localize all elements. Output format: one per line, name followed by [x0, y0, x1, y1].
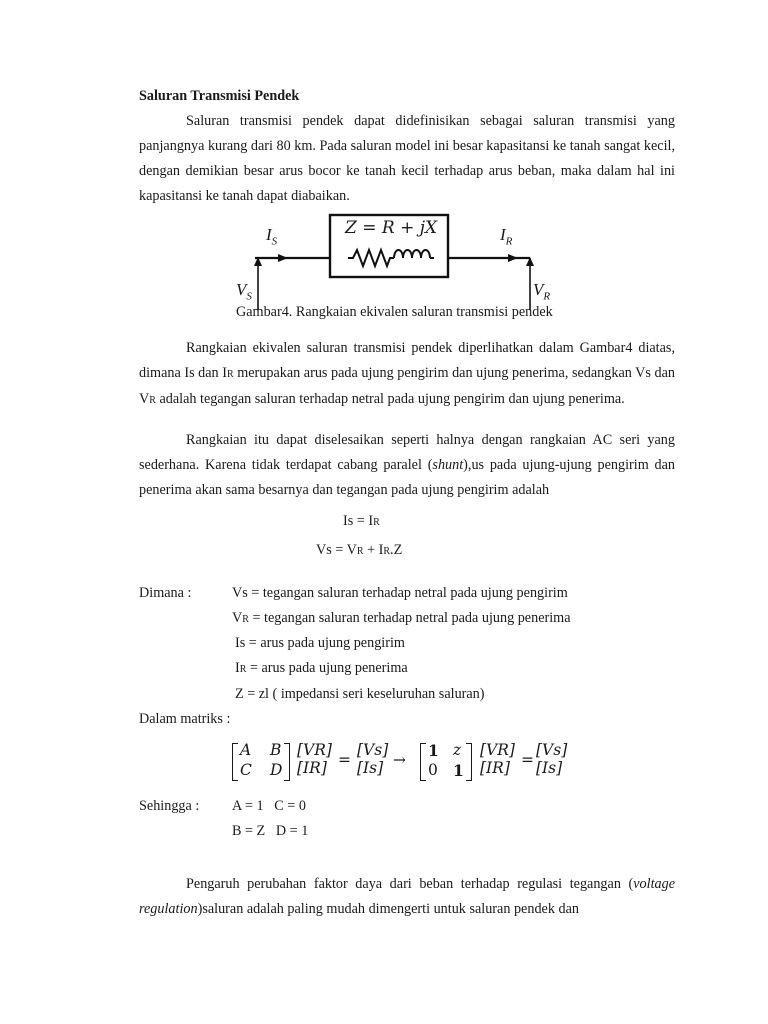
arrow-icon: →: [393, 751, 406, 769]
equals-sign: =: [338, 751, 351, 769]
line-matrix: 1 z 0 1: [420, 741, 472, 783]
result-label: Sehingga :: [139, 798, 200, 814]
definitions-label: Dimana :: [139, 585, 192, 601]
definition-z: Z = zl ( impedansi seri keseluruhan saluran): [235, 686, 485, 702]
vs-label: $V_S$: [236, 280, 252, 303]
vr-label: $V_R$: [533, 280, 551, 303]
paragraph-ac-series: Rangkaian itu dapat diselesaikan seperti halnya dengan rangkaian AC seri yang sederhana. Karena tidak terdapat cabang paralel (shunt),us pada ujung-ujung pengirim dan penerima akan sama besarnya dan tegangan pada ujung pengirim adalah: [139, 432, 676, 498]
is-label: $I_S$: [266, 225, 278, 248]
abcd-matrix: A B C D: [232, 741, 290, 783]
paragraph-definition: Saluran transmisi pendek dapat didefinisikan sebagai saluran transmisi yang panjangnya kurang dari 80 km. Pada saluran model ini besar kapasitansi ke tanah sangat kecil, dengan demikian besar arus bocor ke tanah kecil terhadap arus beban, maka dalam hal ini kapasitansi ke tanah dapat diabaikan.: [139, 113, 675, 204]
equation-current: Is = IR: [343, 513, 380, 529]
sending-vector-2: [Vs] [Is]: [536, 741, 568, 777]
ir-label: $I_R$: [500, 225, 513, 248]
equation-voltage: Vs = VR + IR.Z: [316, 542, 403, 558]
circuit-figure: [230, 210, 570, 310]
section-title: Saluran Transmisi Pendek: [139, 88, 300, 104]
sending-vector: [Vs] [Is]: [357, 741, 389, 777]
is-current-arrow: [278, 254, 288, 262]
definition-ir: IR = arus pada ujung penerima: [235, 660, 408, 676]
ir-current-arrow: [508, 254, 518, 262]
definition-is: Is = arus pada ujung pengirim: [235, 635, 405, 651]
figure-caption: Gambar4. Rangkaian ekivalen saluran transmisi pendek: [236, 304, 553, 320]
result-line-1: A = 1 C = 0: [232, 798, 306, 814]
equals-sign-2: =: [521, 751, 534, 769]
matrix-label: Dalam matriks :: [139, 711, 231, 727]
result-line-2: B = Z D = 1: [232, 823, 309, 839]
definition-vr: VR = tegangan saluran terhadap netral pada ujung penerima: [232, 610, 571, 626]
impedance-label: Z = R + jX: [345, 218, 438, 238]
definition-vs: Vs = tegangan saluran terhadap netral pada ujung pengirim: [232, 585, 568, 601]
paragraph-voltage-regulation: Pengaruh perubahan faktor daya dari beban terhadap regulasi tegangan (voltage regulation)saluran adalah paling mudah dimengerti untuk saluran pendek dan: [139, 876, 675, 917]
receiving-vector: [VR] [IR]: [297, 741, 332, 777]
receiving-vector-2: [VR] [IR]: [480, 741, 515, 777]
paragraph-explanation: Rangkaian ekivalen saluran transmisi pendek diperlihatkan dalam Gambar4 diatas, dimana Is dan IR merupakan arus pada ujung pengirim dan ujung penerima, sedangkan Vs dan VR adalah tegangan saluran terhadap netral pada ujung pengirim dan ujung penerima.: [139, 340, 675, 407]
